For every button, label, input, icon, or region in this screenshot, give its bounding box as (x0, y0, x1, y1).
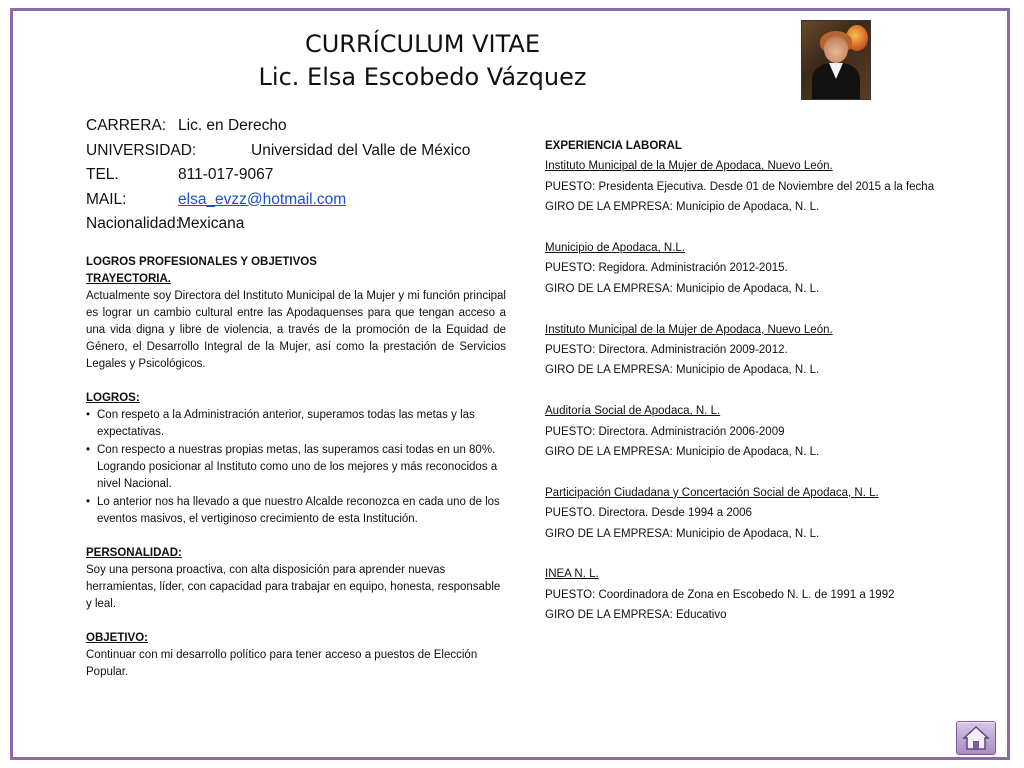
info-nacionalidad (86, 212, 506, 237)
job-giro: GIRO DE LA EMPRESA: Municipio de Apodaca, N. L. (545, 282, 820, 295)
info-label: UNIVERSIDAD: (86, 141, 197, 159)
info-value: Universidad del Valle de México (251, 141, 471, 159)
job-puesto: PUESTO: Coordinadora de Zona en Escobedo N. L. de 1991 a 1992 (545, 588, 895, 601)
job-entry (545, 156, 965, 217)
list-item: • Con respeto a la Administración anterior, superamos todas las metas y las expectativas. (86, 407, 506, 441)
job-entry (545, 564, 965, 625)
personalidad-text: Soy una persona proactiva, con alta disposición para aprender nuevas herramientas, líder, con capacidad para trabajar en equipo, honesta, responsable y leal. (86, 563, 501, 610)
job-org: INEA N. L. (545, 568, 599, 581)
logros-section-heading: LOGROS PROFESIONALES Y OBJETIVOS (86, 255, 317, 268)
logros-list (86, 407, 506, 528)
job-giro: GIRO DE LA EMPRESA: Educativo (545, 609, 727, 622)
title-line-2: Lic. Elsa Escobedo Vázquez (258, 63, 587, 91)
info-tel (86, 163, 506, 188)
job-giro: GIRO DE LA EMPRESA: Municipio de Apodaca, N. L. (545, 201, 820, 214)
page-title (240, 28, 605, 94)
job-entry (545, 483, 965, 544)
info-label: MAIL: (86, 190, 127, 208)
info-value: Mexicana (178, 215, 245, 232)
info-mail (86, 188, 506, 213)
job-puesto: PUESTO: Regidora. Administración 2012-2015. (545, 262, 788, 275)
list-item: • Con respecto a nuestras propias metas, las superamos casi todas en un 80%. Logrando posicionar al Instituto como uno de los mejores y más reconocidos a nivel Nacional. (86, 442, 506, 493)
info-label: Nacionalidad: (86, 215, 180, 232)
objetivo-text: Continuar con mi desarrollo político para tener acceso a puestos de Elección Popular. (86, 648, 478, 678)
info-value: 811-017-9067 (178, 166, 274, 183)
logros-heading: LOGROS: (86, 391, 140, 404)
info-carrera (86, 114, 506, 139)
job-puesto: PUESTO: Directora. Administración 2006-2009 (545, 425, 785, 438)
job-org: Municipio de Apodaca, N.L. (545, 242, 686, 255)
job-org: Instituto Municipal de la Mujer de Apodaca, Nuevo León. (545, 160, 833, 173)
title-line-1: CURRÍCULUM VITAE (304, 30, 541, 58)
job-org: Instituto Municipal de la Mujer de Apodaca, Nuevo León. (545, 323, 833, 336)
list-item: • Lo anterior nos ha llevado a que nuestro Alcalde reconozca en cada uno de los eventos masivos, el vertiginoso crecimiento de esta Institución. (86, 494, 506, 528)
experiencia-heading: EXPERIENCIA LABORAL (545, 140, 682, 152)
trayectoria-text: Actualmente soy Directora del Instituto Municipal de la Mujer y mi función principal es lograr un cambio cultural entre las Apodaquenses para que tengan acceso a una vida digna y libre de violencia, a través de la promoción de la Equidad de Género, el Desarrollo Integral de la Mujer, así como la prestación de Servicios Legales y Psicológicos. (86, 289, 506, 370)
email-link[interactable]: elsa_evzz@hotmail.com (178, 190, 347, 208)
home-icon (957, 722, 995, 754)
job-giro: GIRO DE LA EMPRESA: Municipio de Apodaca, N. L. (545, 364, 820, 377)
job-entry (545, 401, 965, 462)
home-button[interactable] (956, 721, 996, 755)
job-puesto: PUESTO: Presidenta Ejecutiva. Desde 01 de Noviembre del 2015 a la fecha (545, 180, 935, 193)
profile-photo (801, 20, 871, 100)
objetivo-heading: OBJETIVO: (86, 631, 148, 644)
job-entry (545, 320, 965, 381)
job-giro: GIRO DE LA EMPRESA: Municipio de Apodaca, N. L. (545, 446, 820, 459)
job-puesto: PUESTO: Directora. Administración 2009-2012. (545, 344, 788, 357)
personalidad-heading: PERSONALIDAD: (86, 546, 182, 559)
job-org: Participación Ciudadana y Concertación Social de Apodaca, N. L. (545, 486, 879, 499)
photo-face (824, 35, 848, 63)
job-giro: GIRO DE LA EMPRESA: Municipio de Apodaca, N. L. (545, 527, 820, 540)
job-entry (545, 238, 965, 299)
job-puesto: PUESTO. Directora. Desde 1994 a 2006 (545, 507, 752, 520)
trayectoria-heading: TRAYECTORIA. (86, 272, 171, 285)
left-column (86, 114, 506, 681)
info-universidad (86, 139, 506, 164)
job-org: Auditoría Social de Apodaca, N. L. (545, 405, 721, 418)
right-column (545, 136, 965, 626)
info-value: Lic. en Derecho (178, 117, 287, 134)
info-label: TEL. (86, 166, 119, 183)
info-label: CARRERA: (86, 117, 167, 134)
